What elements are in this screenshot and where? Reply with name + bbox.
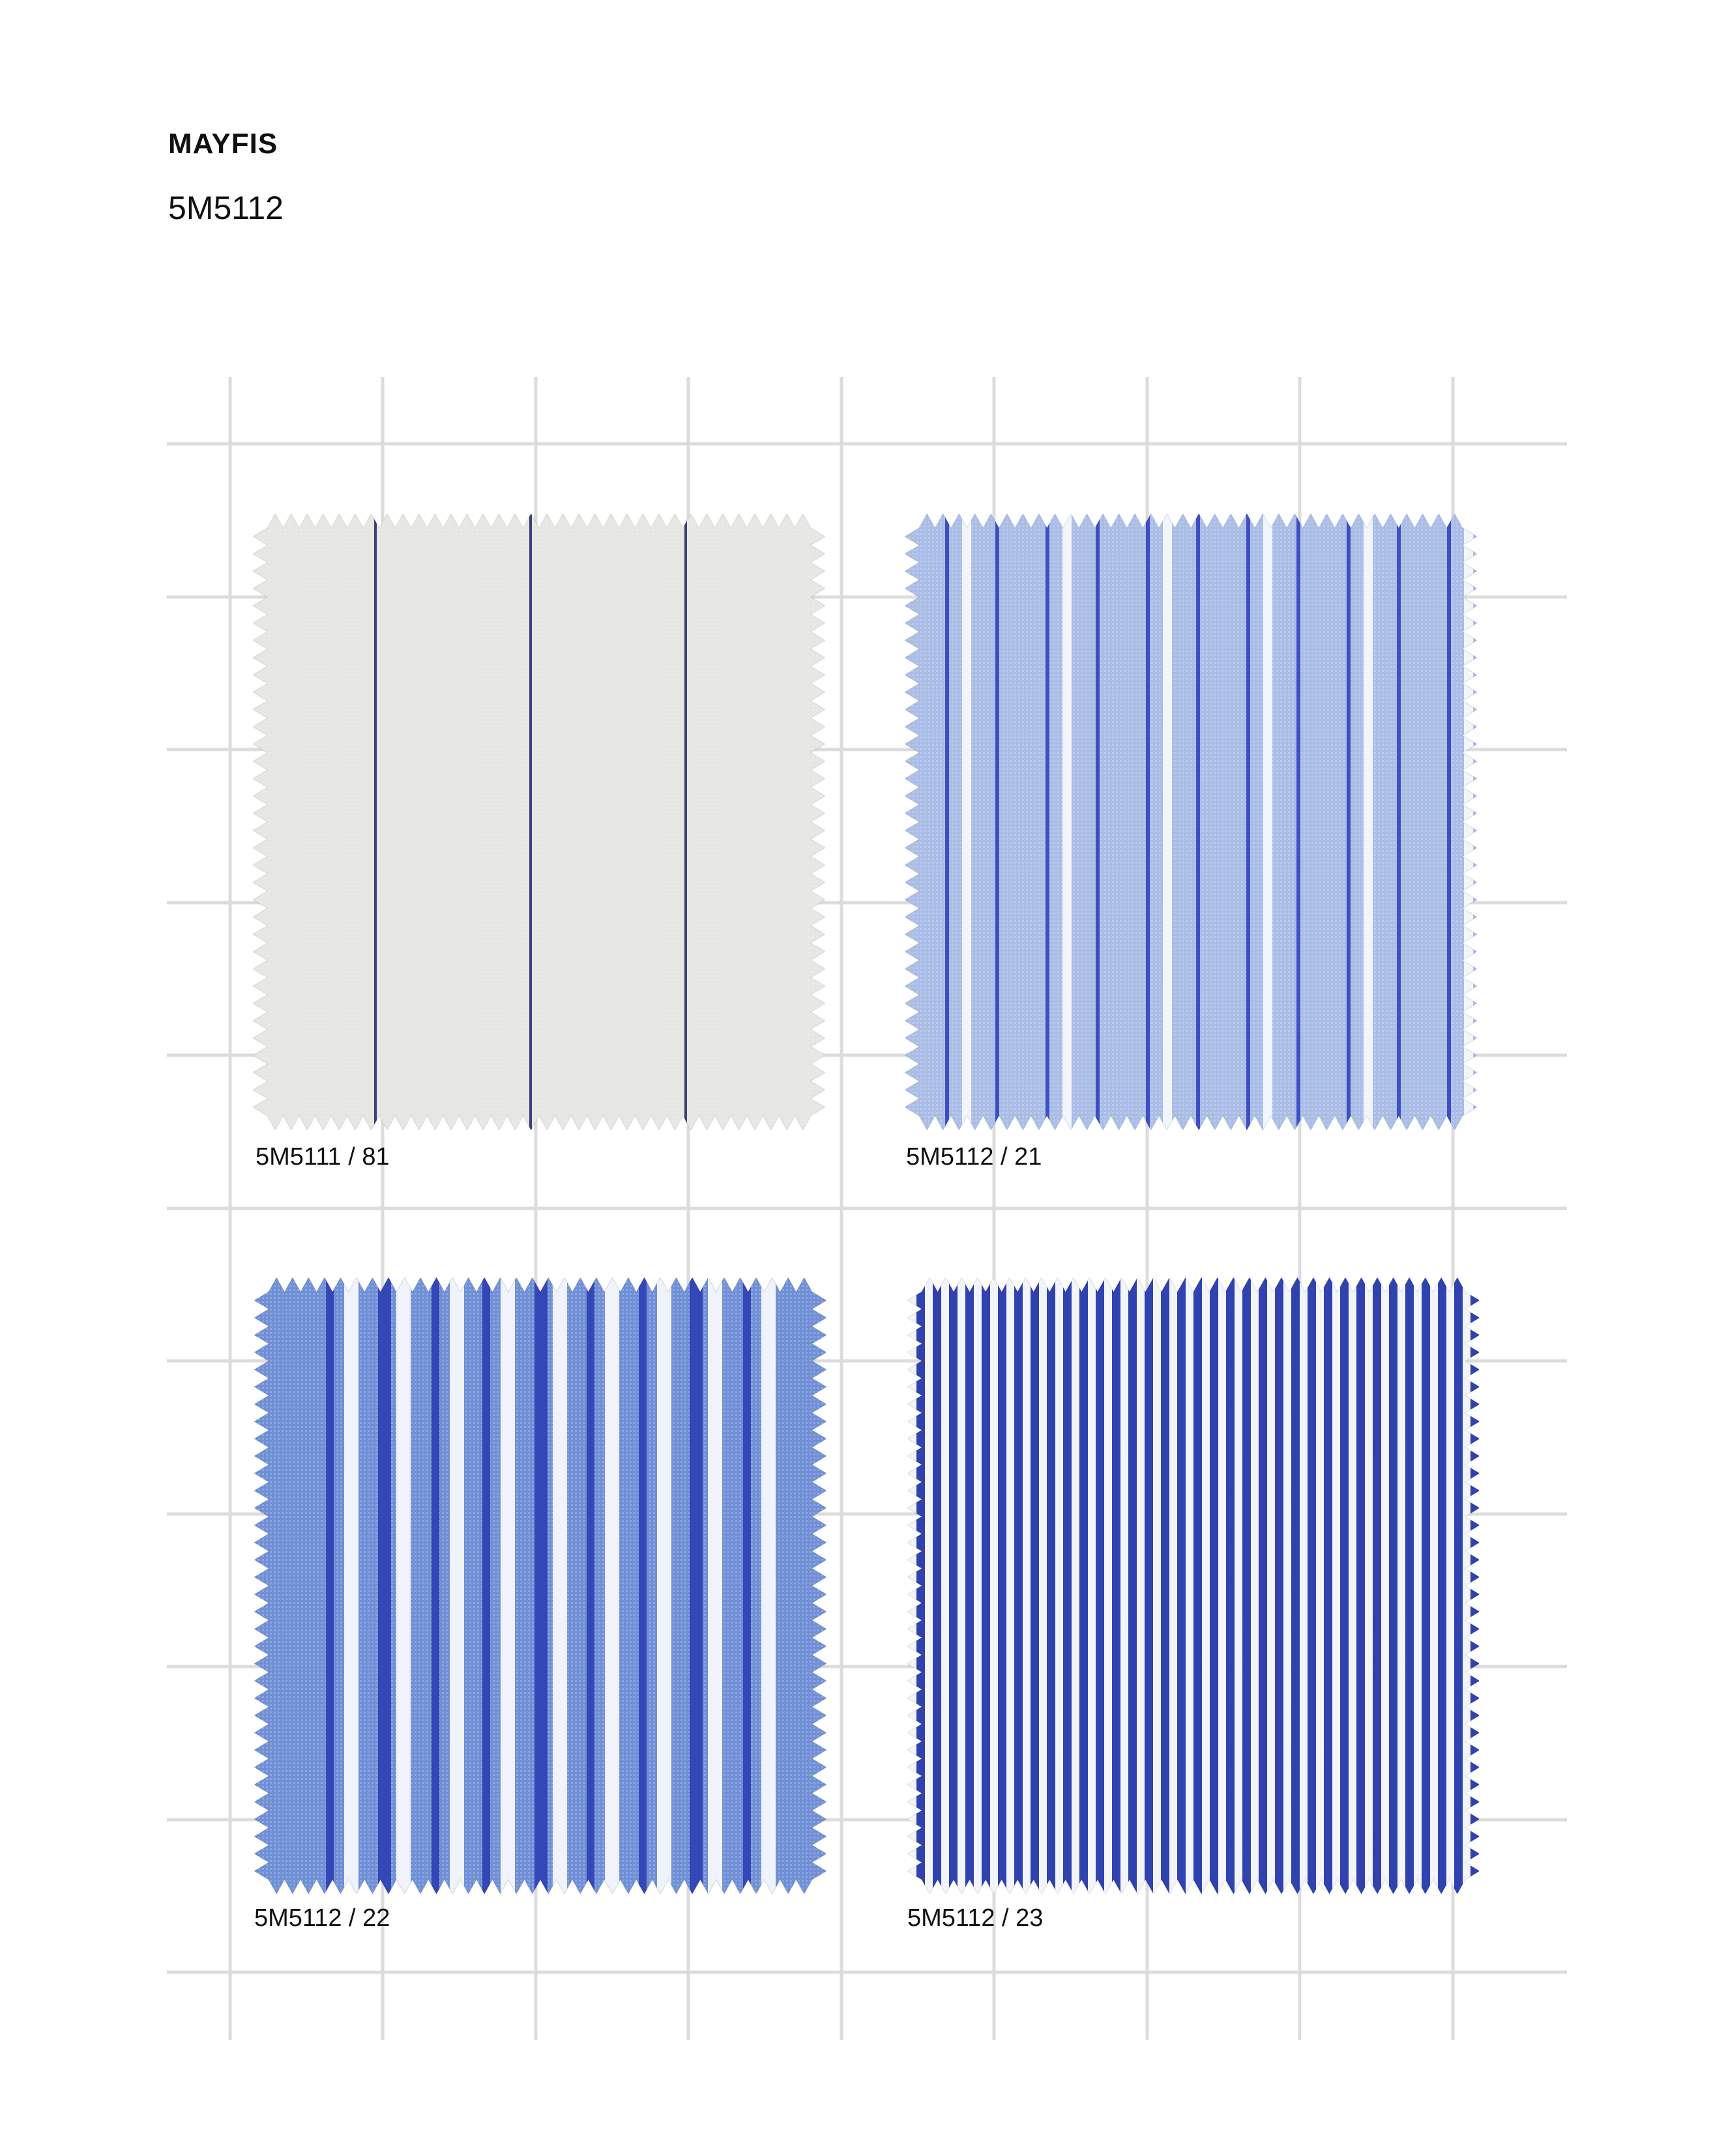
- fabric-stripe: [482, 1277, 490, 1894]
- fabric-stripe: [743, 1277, 751, 1894]
- fabric-white-bar: [1364, 514, 1373, 1130]
- fabric-stripe: [1347, 514, 1351, 1130]
- fabric-stripe: [1340, 1277, 1349, 1894]
- fabric-swatch-3: [254, 1277, 826, 1894]
- fabric-stripe: [949, 1277, 958, 1894]
- collection-code: 5M5112: [168, 190, 284, 226]
- fabric-stripe: [1397, 514, 1401, 1130]
- fabric-stripe: [1373, 1277, 1381, 1894]
- fabric-swatch-1: [253, 514, 825, 1130]
- fabric-stripe: [1324, 1277, 1332, 1894]
- fabric-stripe: [1161, 1277, 1169, 1894]
- fabric-stripe: [378, 1277, 391, 1894]
- fabric-stripe: [1291, 1277, 1300, 1894]
- fabric-stripe: [529, 514, 532, 1130]
- fabric-stripe: [1047, 1277, 1055, 1894]
- fabric-stripe: [432, 1277, 439, 1894]
- fabric-stripe: [1177, 1277, 1186, 1894]
- fabric-white-bar: [708, 1277, 722, 1894]
- fabric-stripe: [1438, 1277, 1446, 1894]
- fabric-stripe: [1470, 1277, 1479, 1894]
- fabric-white-bar: [501, 1277, 515, 1894]
- fabric-swatch-2: [905, 514, 1477, 1130]
- fabric-stripe: [1308, 1277, 1316, 1894]
- swatch-fabric-image: [254, 1277, 826, 1894]
- fabric-stripe: [326, 1277, 334, 1894]
- fabric-stripe: [1405, 1277, 1414, 1894]
- fabric-stripe: [374, 514, 377, 1130]
- swatch-label-2: 5M5112 / 21: [906, 1143, 1042, 1171]
- fabric-white-bar: [553, 1277, 567, 1894]
- fabric-stripe: [1389, 1277, 1397, 1894]
- fabric-white-bar: [1263, 514, 1272, 1130]
- fabric-white-bar: [396, 1277, 411, 1894]
- fabric-stripe: [1242, 1277, 1251, 1894]
- fabric-stripe: [1046, 514, 1049, 1130]
- fabric-stripe: [587, 1277, 594, 1894]
- fabric-stripe: [995, 514, 999, 1130]
- fabric-stripe: [1146, 514, 1150, 1130]
- swatch-label-1: 5M5111 / 81: [256, 1143, 390, 1171]
- fabric-stripe: [998, 1277, 1006, 1894]
- swatch-label-3: 5M5112 / 22: [254, 1904, 390, 1932]
- fabric-white-bar: [657, 1277, 671, 1894]
- fabric-white-bar: [450, 1277, 464, 1894]
- swatch-fabric-image: [905, 514, 1477, 1130]
- fabric-stripe: [1296, 514, 1300, 1130]
- fabric-stripe: [933, 1277, 941, 1894]
- fabric-stripe: [1356, 1277, 1365, 1894]
- fabric-stripe: [1210, 1277, 1218, 1894]
- fabric-stripe: [1246, 514, 1250, 1130]
- fabric-stripe: [1079, 1277, 1088, 1894]
- fabric-white-bar: [1062, 514, 1072, 1130]
- brand-title: MAYFIS: [168, 128, 278, 160]
- fabric-stripe: [1063, 1277, 1072, 1894]
- fabric-stripe: [945, 514, 949, 1130]
- fabric-stripe: [1259, 1277, 1267, 1894]
- fabric-stripe: [534, 1277, 548, 1894]
- fabric-stripe: [1145, 1277, 1153, 1894]
- fabric-white-bar: [605, 1277, 619, 1894]
- fabric-stripe: [1193, 1277, 1202, 1894]
- fabric-stripe: [1096, 514, 1100, 1130]
- fabric-stripe: [1112, 1277, 1120, 1894]
- fabric-stripe: [1275, 1277, 1283, 1894]
- swatch-fabric-image: [907, 1277, 1480, 1894]
- fabric-white-bar: [761, 1277, 776, 1894]
- fabric-stripe: [1422, 1277, 1430, 1894]
- fabric-swatch-4: [907, 1277, 1480, 1894]
- fabric-white-bar: [1464, 514, 1473, 1130]
- fabric-stripe: [690, 1277, 703, 1894]
- swatch-label-4: 5M5112 / 23: [907, 1904, 1044, 1932]
- fabric-white-bar: [962, 514, 971, 1130]
- fabric-stripe: [1196, 514, 1200, 1130]
- fabric-white-bar: [344, 1277, 358, 1894]
- fabric-stripe: [639, 1277, 647, 1894]
- swatch-fabric-image: [253, 514, 825, 1130]
- fabric-white-bar: [1163, 514, 1172, 1130]
- fabric-stripe: [1096, 1277, 1104, 1894]
- fabric-stripe: [1128, 1277, 1137, 1894]
- fabric-stripe: [1226, 1277, 1235, 1894]
- fabric-stripe: [1014, 1277, 1023, 1894]
- fabric-base: [253, 514, 825, 1130]
- fabric-stripe: [1447, 514, 1451, 1130]
- fabric-base: [905, 514, 1477, 1130]
- fabric-stripe: [1454, 1277, 1463, 1894]
- fabric-stripe: [684, 514, 687, 1130]
- fabric-stripe: [1031, 1277, 1039, 1894]
- fabric-stripe: [965, 1277, 974, 1894]
- fabric-stripe: [982, 1277, 990, 1894]
